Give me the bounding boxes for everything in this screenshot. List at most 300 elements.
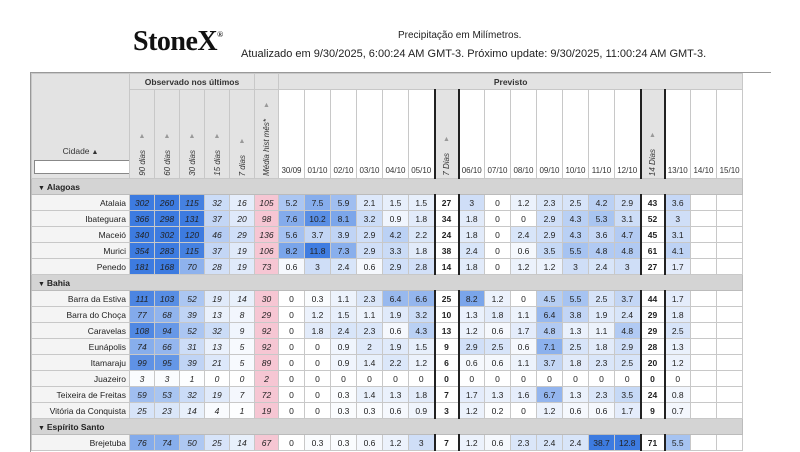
media-cell: 92 bbox=[255, 339, 279, 355]
forecast-cell: 0 bbox=[279, 371, 305, 387]
obs-cell: 7 bbox=[230, 387, 255, 403]
forecast-cell: 0 bbox=[485, 211, 511, 227]
forecast-cell: 3.3 bbox=[383, 243, 409, 259]
forecast-cell: 1.8 bbox=[305, 323, 331, 339]
column-label: 90 dias bbox=[137, 150, 147, 176]
forecast-cell: 2.9 bbox=[383, 259, 409, 275]
forecast-cell bbox=[691, 355, 717, 371]
column-header-obs-0[interactable] bbox=[130, 90, 155, 179]
table-row bbox=[32, 259, 743, 275]
forecast-cell: 0 bbox=[511, 371, 537, 387]
obs-cell: 50 bbox=[180, 435, 205, 451]
obs-cell: 99 bbox=[130, 355, 155, 371]
forecast-cell: 1.3 bbox=[459, 307, 485, 323]
forecast-cell: 0.6 bbox=[511, 339, 537, 355]
forecast-cell: 4.3 bbox=[409, 323, 435, 339]
obs-cell: 94 bbox=[155, 323, 180, 339]
sort-icon: ▲ bbox=[238, 137, 246, 145]
forecast-cell: 1.2 bbox=[537, 403, 563, 419]
forecast-cell: 0 bbox=[511, 211, 537, 227]
forecast-cell: 0.8 bbox=[665, 387, 691, 403]
city-filter-input[interactable] bbox=[34, 160, 130, 174]
forecast-cell: 2.5 bbox=[563, 195, 589, 211]
forecast-cell: 0.6 bbox=[357, 259, 383, 275]
obs-cell: 5 bbox=[230, 339, 255, 355]
forecast-cell: 2.3 bbox=[589, 355, 615, 371]
city-name: Caravelas bbox=[32, 323, 130, 339]
forecast-cell: 2.4 bbox=[589, 259, 615, 275]
obs-cell: 95 bbox=[155, 355, 180, 371]
forecast-cell: 0 bbox=[511, 403, 537, 419]
sum14-cell: 44 bbox=[641, 291, 665, 307]
forecast-cell: 2.9 bbox=[537, 227, 563, 243]
obs-cell: 32 bbox=[205, 195, 230, 211]
forecast-cell: 0 bbox=[279, 291, 305, 307]
forecast-cell: 3.2 bbox=[409, 307, 435, 323]
chevron-down-icon[interactable]: ▼ bbox=[38, 280, 47, 288]
forecast-cell: 0 bbox=[589, 371, 615, 387]
sum7-cell: 3 bbox=[435, 403, 459, 419]
forecast-cell: 2.9 bbox=[615, 339, 641, 355]
sum7-cell: 7 bbox=[435, 387, 459, 403]
forecast-cell: 1.1 bbox=[331, 291, 357, 307]
header-column-row bbox=[32, 90, 743, 179]
forecast-cell: 6.4 bbox=[383, 291, 409, 307]
column-header-obs-1[interactable] bbox=[155, 90, 180, 179]
sum14-cell: 9 bbox=[641, 403, 665, 419]
forecast-cell: 7.3 bbox=[331, 243, 357, 259]
forecast-cell: 3.6 bbox=[665, 195, 691, 211]
obs-cell: 131 bbox=[180, 211, 205, 227]
obs-cell: 37 bbox=[205, 211, 230, 227]
forecast-cell bbox=[717, 227, 743, 243]
sum7-cell: 13 bbox=[435, 323, 459, 339]
obs-cell: 14 bbox=[180, 403, 205, 419]
forecast-cell: 1.7 bbox=[665, 291, 691, 307]
forecast-cell bbox=[691, 371, 717, 387]
column-header-date[interactable]: 12/10 bbox=[615, 90, 641, 179]
forecast-cell: 4.3 bbox=[563, 227, 589, 243]
sort-icon: ▲ bbox=[649, 131, 656, 139]
forecast-cell: 0.6 bbox=[485, 435, 511, 451]
sum14-cell: 45 bbox=[641, 227, 665, 243]
sum7-cell: 7 bbox=[435, 435, 459, 451]
obs-cell: 37 bbox=[205, 243, 230, 259]
column-header-obs-2[interactable] bbox=[180, 90, 205, 179]
forecast-cell: 0.6 bbox=[357, 435, 383, 451]
forecast-cell: 2.5 bbox=[589, 291, 615, 307]
obs-cell: 340 bbox=[130, 227, 155, 243]
obs-cell: 3 bbox=[130, 371, 155, 387]
obs-cell: 9 bbox=[230, 323, 255, 339]
forecast-cell: 0.9 bbox=[409, 403, 435, 419]
forecast-cell bbox=[691, 243, 717, 259]
forecast-cell: 0.9 bbox=[331, 339, 357, 355]
sum14-cell: 20 bbox=[641, 355, 665, 371]
forecast-cell: 0.6 bbox=[383, 403, 409, 419]
precipitation-table-container[interactable] bbox=[30, 72, 771, 452]
obs-cell: 5 bbox=[230, 355, 255, 371]
forecast-cell: 7.6 bbox=[279, 211, 305, 227]
forecast-cell: 0.6 bbox=[485, 323, 511, 339]
media-cell: 105 bbox=[255, 195, 279, 211]
obs-cell: 298 bbox=[155, 211, 180, 227]
forecast-cell: 2.4 bbox=[459, 243, 485, 259]
forecast-cell: 0.3 bbox=[357, 403, 383, 419]
state-name: Espírito Santo bbox=[46, 421, 105, 432]
forecast-cell: 1.7 bbox=[511, 323, 537, 339]
column-header-media[interactable] bbox=[255, 90, 279, 179]
column-header-date[interactable]: 07/10 bbox=[485, 90, 511, 179]
forecast-cell bbox=[691, 227, 717, 243]
obs-cell: 53 bbox=[155, 387, 180, 403]
forecast-cell: 2.9 bbox=[459, 339, 485, 355]
city-column-label: Cidade ▲ bbox=[62, 146, 99, 156]
obs-cell: 0 bbox=[205, 371, 230, 387]
column-header-date[interactable]: 01/10 bbox=[305, 90, 331, 179]
forecast-cell: 3.7 bbox=[537, 355, 563, 371]
forecast-cell: 1.6 bbox=[511, 387, 537, 403]
state-header[interactable] bbox=[32, 275, 743, 291]
column-header-obs-3[interactable] bbox=[205, 90, 230, 179]
obs-cell: 66 bbox=[155, 339, 180, 355]
forecast-cell bbox=[717, 243, 743, 259]
forecast-cell: 2.3 bbox=[511, 435, 537, 451]
table-row bbox=[32, 403, 743, 419]
forecast-cell: 2.3 bbox=[357, 323, 383, 339]
state-row[interactable] bbox=[32, 179, 743, 195]
forecast-cell: 1.9 bbox=[383, 339, 409, 355]
forecast-cell: 0.3 bbox=[331, 403, 357, 419]
forecast-cell: 1.4 bbox=[357, 387, 383, 403]
forecast-cell bbox=[717, 339, 743, 355]
media-cell: 67 bbox=[255, 435, 279, 451]
forecast-cell: 12.8 bbox=[615, 435, 641, 451]
table-row bbox=[32, 291, 743, 307]
forecast-cell: 1.1 bbox=[511, 307, 537, 323]
obs-cell: 1 bbox=[230, 403, 255, 419]
sort-icon: ▲ bbox=[263, 102, 270, 110]
state-header[interactable] bbox=[32, 419, 743, 435]
forecast-cell: 0 bbox=[331, 371, 357, 387]
city-name: Eunápolis bbox=[32, 339, 130, 355]
city-name: Atalaia bbox=[32, 195, 130, 211]
forecast-cell bbox=[717, 211, 743, 227]
forecast-cell bbox=[691, 387, 717, 403]
state-header[interactable] bbox=[32, 179, 743, 195]
forecast-cell bbox=[691, 291, 717, 307]
obs-cell: 4 bbox=[205, 403, 230, 419]
forecast-cell bbox=[717, 259, 743, 275]
page-title: Precipitação em Milímetros. bbox=[398, 30, 522, 41]
forecast-cell: 3.5 bbox=[615, 387, 641, 403]
forecast-cell: 0 bbox=[459, 371, 485, 387]
forecast-cell: 4.2 bbox=[383, 227, 409, 243]
sum7-cell: 10 bbox=[435, 307, 459, 323]
forecast-cell: 7.5 bbox=[305, 195, 331, 211]
sort-icon: ▲ bbox=[188, 133, 196, 141]
forecast-cell: 3.2 bbox=[357, 211, 383, 227]
forecast-cell: 1.8 bbox=[409, 387, 435, 403]
forecast-cell: 2.5 bbox=[615, 355, 641, 371]
forecast-cell bbox=[691, 211, 717, 227]
city-name: Murici bbox=[32, 243, 130, 259]
sum7-cell: 38 bbox=[435, 243, 459, 259]
table-row bbox=[32, 243, 743, 259]
forecast-cell: 1.8 bbox=[459, 211, 485, 227]
forecast-cell: 4.8 bbox=[615, 243, 641, 259]
forecast-cell: 2.5 bbox=[563, 339, 589, 355]
forecast-cell bbox=[717, 307, 743, 323]
forecast-cell bbox=[691, 195, 717, 211]
forecast-cell: 0 bbox=[383, 371, 409, 387]
obs-cell: 32 bbox=[180, 387, 205, 403]
forecast-cell: 6.7 bbox=[537, 387, 563, 403]
forecast-cell: 0.6 bbox=[383, 323, 409, 339]
forecast-cell: 1.5 bbox=[331, 307, 357, 323]
sum14-cell: 29 bbox=[641, 307, 665, 323]
forecast-cell: 10.2 bbox=[305, 211, 331, 227]
city-name: Teixeira de Freitas bbox=[32, 387, 130, 403]
obs-cell: 46 bbox=[205, 227, 230, 243]
media-cell: 92 bbox=[255, 323, 279, 339]
obs-cell: 366 bbox=[130, 211, 155, 227]
forecast-cell: 0 bbox=[511, 291, 537, 307]
forecast-cell: 3.1 bbox=[615, 211, 641, 227]
forecast-cell: 8.1 bbox=[331, 211, 357, 227]
state-name: Bahia bbox=[46, 277, 71, 288]
column-label: 7 dias bbox=[237, 154, 247, 176]
forecast-cell: 1.2 bbox=[511, 259, 537, 275]
forecast-cell: 1.2 bbox=[459, 323, 485, 339]
sum7-cell: 24 bbox=[435, 227, 459, 243]
forecast-cell: 1.8 bbox=[485, 307, 511, 323]
header-group-row bbox=[32, 74, 743, 90]
table-row bbox=[32, 211, 743, 227]
media-cell: 89 bbox=[255, 355, 279, 371]
forecast-cell: 0 bbox=[485, 259, 511, 275]
forecast-cell: 8.2 bbox=[279, 243, 305, 259]
forecast-cell: 3.9 bbox=[331, 227, 357, 243]
forecast-cell: 0.6 bbox=[279, 259, 305, 275]
forecast-cell: 0 bbox=[563, 371, 589, 387]
forecast-cell: 0.2 bbox=[485, 403, 511, 419]
chevron-down-icon[interactable]: ▼ bbox=[38, 424, 47, 432]
forecast-cell: 1.3 bbox=[563, 387, 589, 403]
forecast-cell: 1.8 bbox=[409, 243, 435, 259]
forecast-cell: 0 bbox=[485, 227, 511, 243]
forecast-cell: 5.3 bbox=[589, 211, 615, 227]
obs-cell: 14 bbox=[230, 291, 255, 307]
column-header-date[interactable]: 08/10 bbox=[511, 90, 537, 179]
forecast-cell: 5.9 bbox=[331, 195, 357, 211]
obs-cell: 14 bbox=[230, 435, 255, 451]
column-header-14dias[interactable] bbox=[641, 90, 665, 179]
obs-cell: 111 bbox=[130, 291, 155, 307]
obs-cell: 25 bbox=[130, 403, 155, 419]
column-header-date[interactable]: 05/10 bbox=[409, 90, 435, 179]
forecast-cell: 1.2 bbox=[409, 355, 435, 371]
column-header-date[interactable]: 06/10 bbox=[459, 90, 485, 179]
forecast-cell: 5.5 bbox=[563, 291, 589, 307]
obs-cell: 19 bbox=[230, 243, 255, 259]
forecast-cell: 0 bbox=[279, 403, 305, 419]
column-header-date[interactable]: 14/10 bbox=[691, 90, 717, 179]
forecast-cell: 4.8 bbox=[537, 323, 563, 339]
forecast-cell: 2.9 bbox=[615, 195, 641, 211]
forecast-cell: 0 bbox=[305, 371, 331, 387]
forecast-cell: 3 bbox=[563, 259, 589, 275]
forecast-cell bbox=[717, 291, 743, 307]
sum14-cell: 29 bbox=[641, 323, 665, 339]
forecast-cell: 0 bbox=[485, 195, 511, 211]
column-header-date[interactable]: 09/10 bbox=[537, 90, 563, 179]
city-name: Vitória da Conquista bbox=[32, 403, 130, 419]
forecast-cell: 0 bbox=[279, 307, 305, 323]
obs-cell: 25 bbox=[205, 435, 230, 451]
forecast-cell: 1.5 bbox=[409, 195, 435, 211]
forecast-cell: 1.3 bbox=[665, 339, 691, 355]
forecast-cell: 0 bbox=[279, 435, 305, 451]
media-cell: 98 bbox=[255, 211, 279, 227]
forecast-cell: 3 bbox=[459, 195, 485, 211]
forecast-cell: 11.8 bbox=[305, 243, 331, 259]
obs-cell: 16 bbox=[230, 195, 255, 211]
column-label: Média hist mês* bbox=[262, 119, 271, 176]
sum7-cell: 27 bbox=[435, 195, 459, 211]
sum14-cell: 43 bbox=[641, 195, 665, 211]
obs-cell: 168 bbox=[155, 259, 180, 275]
obs-cell: 52 bbox=[180, 323, 205, 339]
column-header-obs-4[interactable] bbox=[230, 90, 255, 179]
forecast-cell bbox=[717, 195, 743, 211]
forecast-cell: 0 bbox=[357, 371, 383, 387]
forecast-cell: 2.4 bbox=[615, 307, 641, 323]
forecast-cell: 2.9 bbox=[357, 243, 383, 259]
forecast-cell: 0.6 bbox=[563, 403, 589, 419]
forecast-cell: 2.4 bbox=[331, 323, 357, 339]
column-header-date[interactable]: 10/10 bbox=[563, 90, 589, 179]
forecast-cell: 1.9 bbox=[383, 307, 409, 323]
column-label: 30 dias bbox=[187, 150, 197, 176]
forecast-cell: 1.4 bbox=[357, 355, 383, 371]
sum7-cell: 14 bbox=[435, 259, 459, 275]
forecast-cell: 1.2 bbox=[459, 435, 485, 451]
sort-asc-icon[interactable]: ▲ bbox=[89, 149, 99, 156]
city-name: Itamaraju bbox=[32, 355, 130, 371]
forecast-cell: 2.8 bbox=[409, 259, 435, 275]
column-label: 7 Dias bbox=[442, 153, 451, 176]
column-header-date[interactable]: 30/09 bbox=[279, 90, 305, 179]
column-header-city[interactable] bbox=[32, 74, 130, 179]
forecast-cell: 1.3 bbox=[485, 387, 511, 403]
obs-cell: 74 bbox=[130, 339, 155, 355]
obs-cell: 23 bbox=[155, 403, 180, 419]
column-header-date[interactable]: 02/10 bbox=[331, 90, 357, 179]
forecast-cell: 2.1 bbox=[357, 195, 383, 211]
forecast-cell bbox=[717, 323, 743, 339]
column-header-date[interactable]: 13/10 bbox=[665, 90, 691, 179]
column-label: 14 Dias bbox=[648, 148, 657, 176]
forecast-cell: 0.9 bbox=[331, 355, 357, 371]
obs-cell: 1 bbox=[180, 371, 205, 387]
forecast-cell: 3 bbox=[665, 211, 691, 227]
city-name: Juazeiro bbox=[32, 371, 130, 387]
column-header-date[interactable]: 11/10 bbox=[589, 90, 615, 179]
stonex-logo: StoneX® bbox=[133, 26, 223, 57]
column-header-7dias[interactable] bbox=[435, 90, 459, 179]
obs-cell: 77 bbox=[130, 307, 155, 323]
forecast-cell: 1.8 bbox=[459, 227, 485, 243]
obs-cell: 21 bbox=[205, 355, 230, 371]
forecast-cell: 1.9 bbox=[589, 307, 615, 323]
forecast-cell: 2.5 bbox=[485, 339, 511, 355]
forecast-cell: 2.9 bbox=[357, 227, 383, 243]
group-forecast: Previsto bbox=[279, 74, 743, 90]
column-header-date[interactable]: 04/10 bbox=[383, 90, 409, 179]
forecast-cell: 0 bbox=[305, 403, 331, 419]
forecast-cell: 1.2 bbox=[305, 307, 331, 323]
forecast-cell: 0.6 bbox=[511, 243, 537, 259]
sum7-cell: 6 bbox=[435, 355, 459, 371]
forecast-cell: 2.3 bbox=[589, 387, 615, 403]
forecast-cell: 1.1 bbox=[511, 355, 537, 371]
forecast-cell: 1.3 bbox=[383, 387, 409, 403]
forecast-cell: 1.1 bbox=[357, 307, 383, 323]
column-header-date[interactable]: 15/10 bbox=[717, 90, 743, 179]
forecast-cell: 0 bbox=[279, 355, 305, 371]
forecast-cell: 4.3 bbox=[563, 211, 589, 227]
obs-cell: 68 bbox=[155, 307, 180, 323]
forecast-cell: 1.2 bbox=[537, 259, 563, 275]
table-row bbox=[32, 227, 743, 243]
forecast-cell: 4.8 bbox=[589, 243, 615, 259]
forecast-cell: 0 bbox=[409, 371, 435, 387]
media-cell: 19 bbox=[255, 403, 279, 419]
state-row[interactable] bbox=[32, 419, 743, 435]
column-header-date[interactable]: 03/10 bbox=[357, 90, 383, 179]
media-cell: 2 bbox=[255, 371, 279, 387]
chevron-down-icon[interactable]: ▼ bbox=[38, 184, 47, 192]
forecast-cell: 3 bbox=[615, 259, 641, 275]
forecast-cell: 2.4 bbox=[331, 259, 357, 275]
city-name: Ibateguara bbox=[32, 211, 130, 227]
table-row bbox=[32, 323, 743, 339]
forecast-cell: 3 bbox=[305, 259, 331, 275]
sum7-cell: 25 bbox=[435, 291, 459, 307]
forecast-cell bbox=[717, 371, 743, 387]
media-cell: 72 bbox=[255, 387, 279, 403]
forecast-cell: 4.8 bbox=[615, 323, 641, 339]
obs-cell: 115 bbox=[180, 195, 205, 211]
sum7-cell: 34 bbox=[435, 211, 459, 227]
city-name: Barra da Estiva bbox=[32, 291, 130, 307]
obs-cell: 52 bbox=[180, 291, 205, 307]
obs-cell: 19 bbox=[205, 387, 230, 403]
group-media-spacer bbox=[255, 74, 279, 90]
forecast-cell: 0.9 bbox=[383, 211, 409, 227]
obs-cell: 28 bbox=[205, 259, 230, 275]
forecast-cell bbox=[717, 387, 743, 403]
forecast-cell: 1.2 bbox=[383, 435, 409, 451]
obs-cell: 108 bbox=[130, 323, 155, 339]
table-row bbox=[32, 371, 743, 387]
forecast-cell: 1.2 bbox=[511, 195, 537, 211]
state-row[interactable] bbox=[32, 275, 743, 291]
forecast-cell: 0 bbox=[279, 339, 305, 355]
forecast-cell bbox=[717, 355, 743, 371]
forecast-cell: 2.3 bbox=[537, 195, 563, 211]
